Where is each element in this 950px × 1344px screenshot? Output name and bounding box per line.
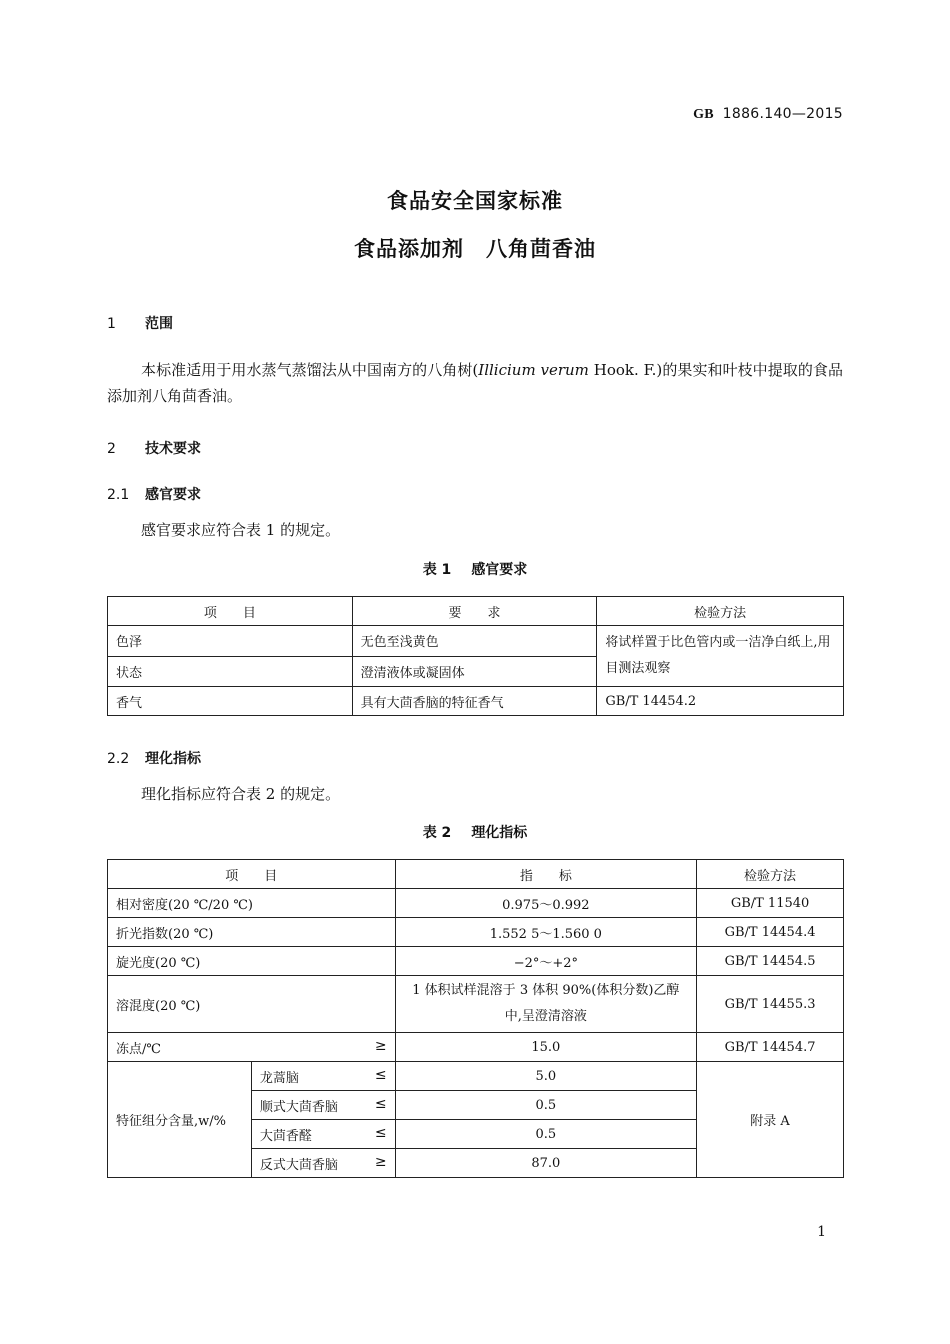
component-name: 反式大茴香脑	[259, 1157, 338, 1173]
caption-text: 感官要求	[471, 562, 528, 578]
header-cell: 指 标	[395, 860, 697, 889]
table-row	[108, 1062, 844, 1091]
caption-number: 表 2	[422, 825, 452, 841]
standard-prefix: GB	[693, 107, 714, 122]
item-label: 冻点/℃	[116, 1041, 161, 1057]
value-cell: 1.552 5～1.560 0	[395, 918, 697, 947]
value-cell: 15.0	[395, 1033, 697, 1062]
table-header-row	[108, 860, 844, 889]
section-2-1-heading	[107, 484, 201, 504]
standard-code: 1886.140—2015	[722, 106, 843, 122]
section-2-2-heading	[107, 748, 201, 768]
item-cell: 溶混度(20 ℃)	[108, 976, 396, 1033]
component-name: 龙蒿脑	[259, 1070, 299, 1086]
header-cell: 要 求	[352, 597, 597, 626]
value-cell: 0.5	[395, 1120, 697, 1149]
document-subtitle: 食品添加剂 八角茴香油	[354, 237, 596, 261]
component-cell	[251, 1149, 395, 1178]
section-title: 理化指标	[145, 751, 201, 767]
item-cell: 折光指数(20 ℃)	[108, 918, 396, 947]
header-cell: 项 目	[108, 860, 396, 889]
section-title: 感官要求	[145, 487, 201, 503]
component-cell	[251, 1091, 395, 1120]
method-cell: GB/T 14454.4	[697, 918, 844, 947]
value-cell: 5.0	[395, 1062, 697, 1091]
item-cell	[108, 1033, 396, 1062]
table-2-caption	[0, 822, 950, 842]
page-number: 1	[817, 1224, 826, 1240]
item-cell: 旋光度(20 ℃)	[108, 947, 396, 976]
item-cell: 相对密度(20 ℃/20 ℃)	[108, 889, 396, 918]
method-cell: GB/T 14454.5	[697, 947, 844, 976]
table-2-physicochemical	[107, 859, 844, 1178]
header-cell: 项 目	[108, 597, 353, 626]
comparison-sign: ≤	[374, 1124, 387, 1141]
section-number: 1	[107, 316, 116, 332]
comparison-sign: ≥	[374, 1153, 387, 1170]
table-row	[108, 947, 844, 976]
section-2-2-paragraph	[107, 781, 843, 807]
paragraph-text: 感官要求应符合表 1 的规定。	[141, 521, 341, 539]
scope-text-2: Hook. F.)的果实和叶枝中提取的食品添加剂八角茴香油。	[107, 361, 843, 405]
header-cell: 检验方法	[697, 860, 844, 889]
section-title: 范围	[145, 316, 173, 332]
section-number: 2.1	[107, 487, 130, 503]
method-cell: GB/T 11540	[697, 889, 844, 918]
item-cell: 香气	[108, 687, 353, 716]
method-cell: 附录 A	[697, 1062, 844, 1178]
section-1-paragraph	[107, 357, 843, 409]
comparison-sign: ≤	[374, 1066, 387, 1083]
section-1-heading	[107, 313, 173, 333]
method-cell: GB/T 14454.7	[697, 1033, 844, 1062]
component-cell	[251, 1120, 395, 1149]
comparison-sign: ≥	[374, 1037, 387, 1054]
item-cell: 状态	[108, 656, 353, 687]
table-1-sensory	[107, 596, 844, 716]
requirement-cell: 澄清液体或凝固体	[352, 656, 597, 687]
table-row	[108, 1033, 844, 1062]
table-row	[108, 918, 844, 947]
section-title: 技术要求	[145, 441, 201, 457]
comparison-sign: ≤	[374, 1095, 387, 1112]
table-row	[108, 626, 844, 657]
header-cell: 检验方法	[597, 597, 844, 626]
value-cell: 1 体积试样混溶于 3 体积 90%(体积分数)乙醇中,呈澄清溶液	[395, 976, 697, 1033]
value-cell: 0.5	[395, 1091, 697, 1120]
standard-number	[693, 106, 843, 123]
group-label-cell	[108, 1062, 252, 1178]
item-cell: 色泽	[108, 626, 353, 657]
component-name: 大茴香醛	[259, 1128, 312, 1144]
method-cell: GB/T 14454.2	[597, 687, 844, 716]
table-row	[108, 976, 844, 1033]
table-row	[108, 687, 844, 716]
section-number: 2	[107, 441, 116, 457]
latin-name: Illicium verum	[478, 361, 589, 379]
value-cell: 87.0	[395, 1149, 697, 1178]
table-row	[108, 889, 844, 918]
value-cell: −2°～+2°	[395, 947, 697, 976]
table-header-row	[108, 597, 844, 626]
component-name: 顺式大茴香脑	[259, 1099, 338, 1115]
section-number: 2.2	[107, 751, 130, 767]
document-title: 食品安全国家标准	[387, 189, 563, 213]
method-cell: GB/T 14455.3	[697, 976, 844, 1033]
scope-text-1: 本标准适用于用水蒸气蒸馏法从中国南方的八角树(	[141, 361, 479, 379]
section-2-heading	[107, 438, 201, 458]
caption-number: 表 1	[422, 562, 452, 578]
table-1-caption	[0, 559, 950, 579]
caption-text: 理化指标	[471, 825, 528, 841]
requirement-cell: 无色至浅黄色	[352, 626, 597, 657]
section-2-1-paragraph	[107, 517, 843, 543]
value-cell: 0.975～0.992	[395, 889, 697, 918]
method-cell: 将试样置于比色管内或一洁净白纸上,用目测法观察	[597, 626, 844, 687]
component-cell	[251, 1062, 395, 1091]
requirement-cell: 具有大茴香脑的特征香气	[352, 687, 597, 716]
paragraph-text: 理化指标应符合表 2 的规定。	[141, 785, 341, 803]
group-label: 特征组分含量,w/%	[116, 1114, 226, 1129]
